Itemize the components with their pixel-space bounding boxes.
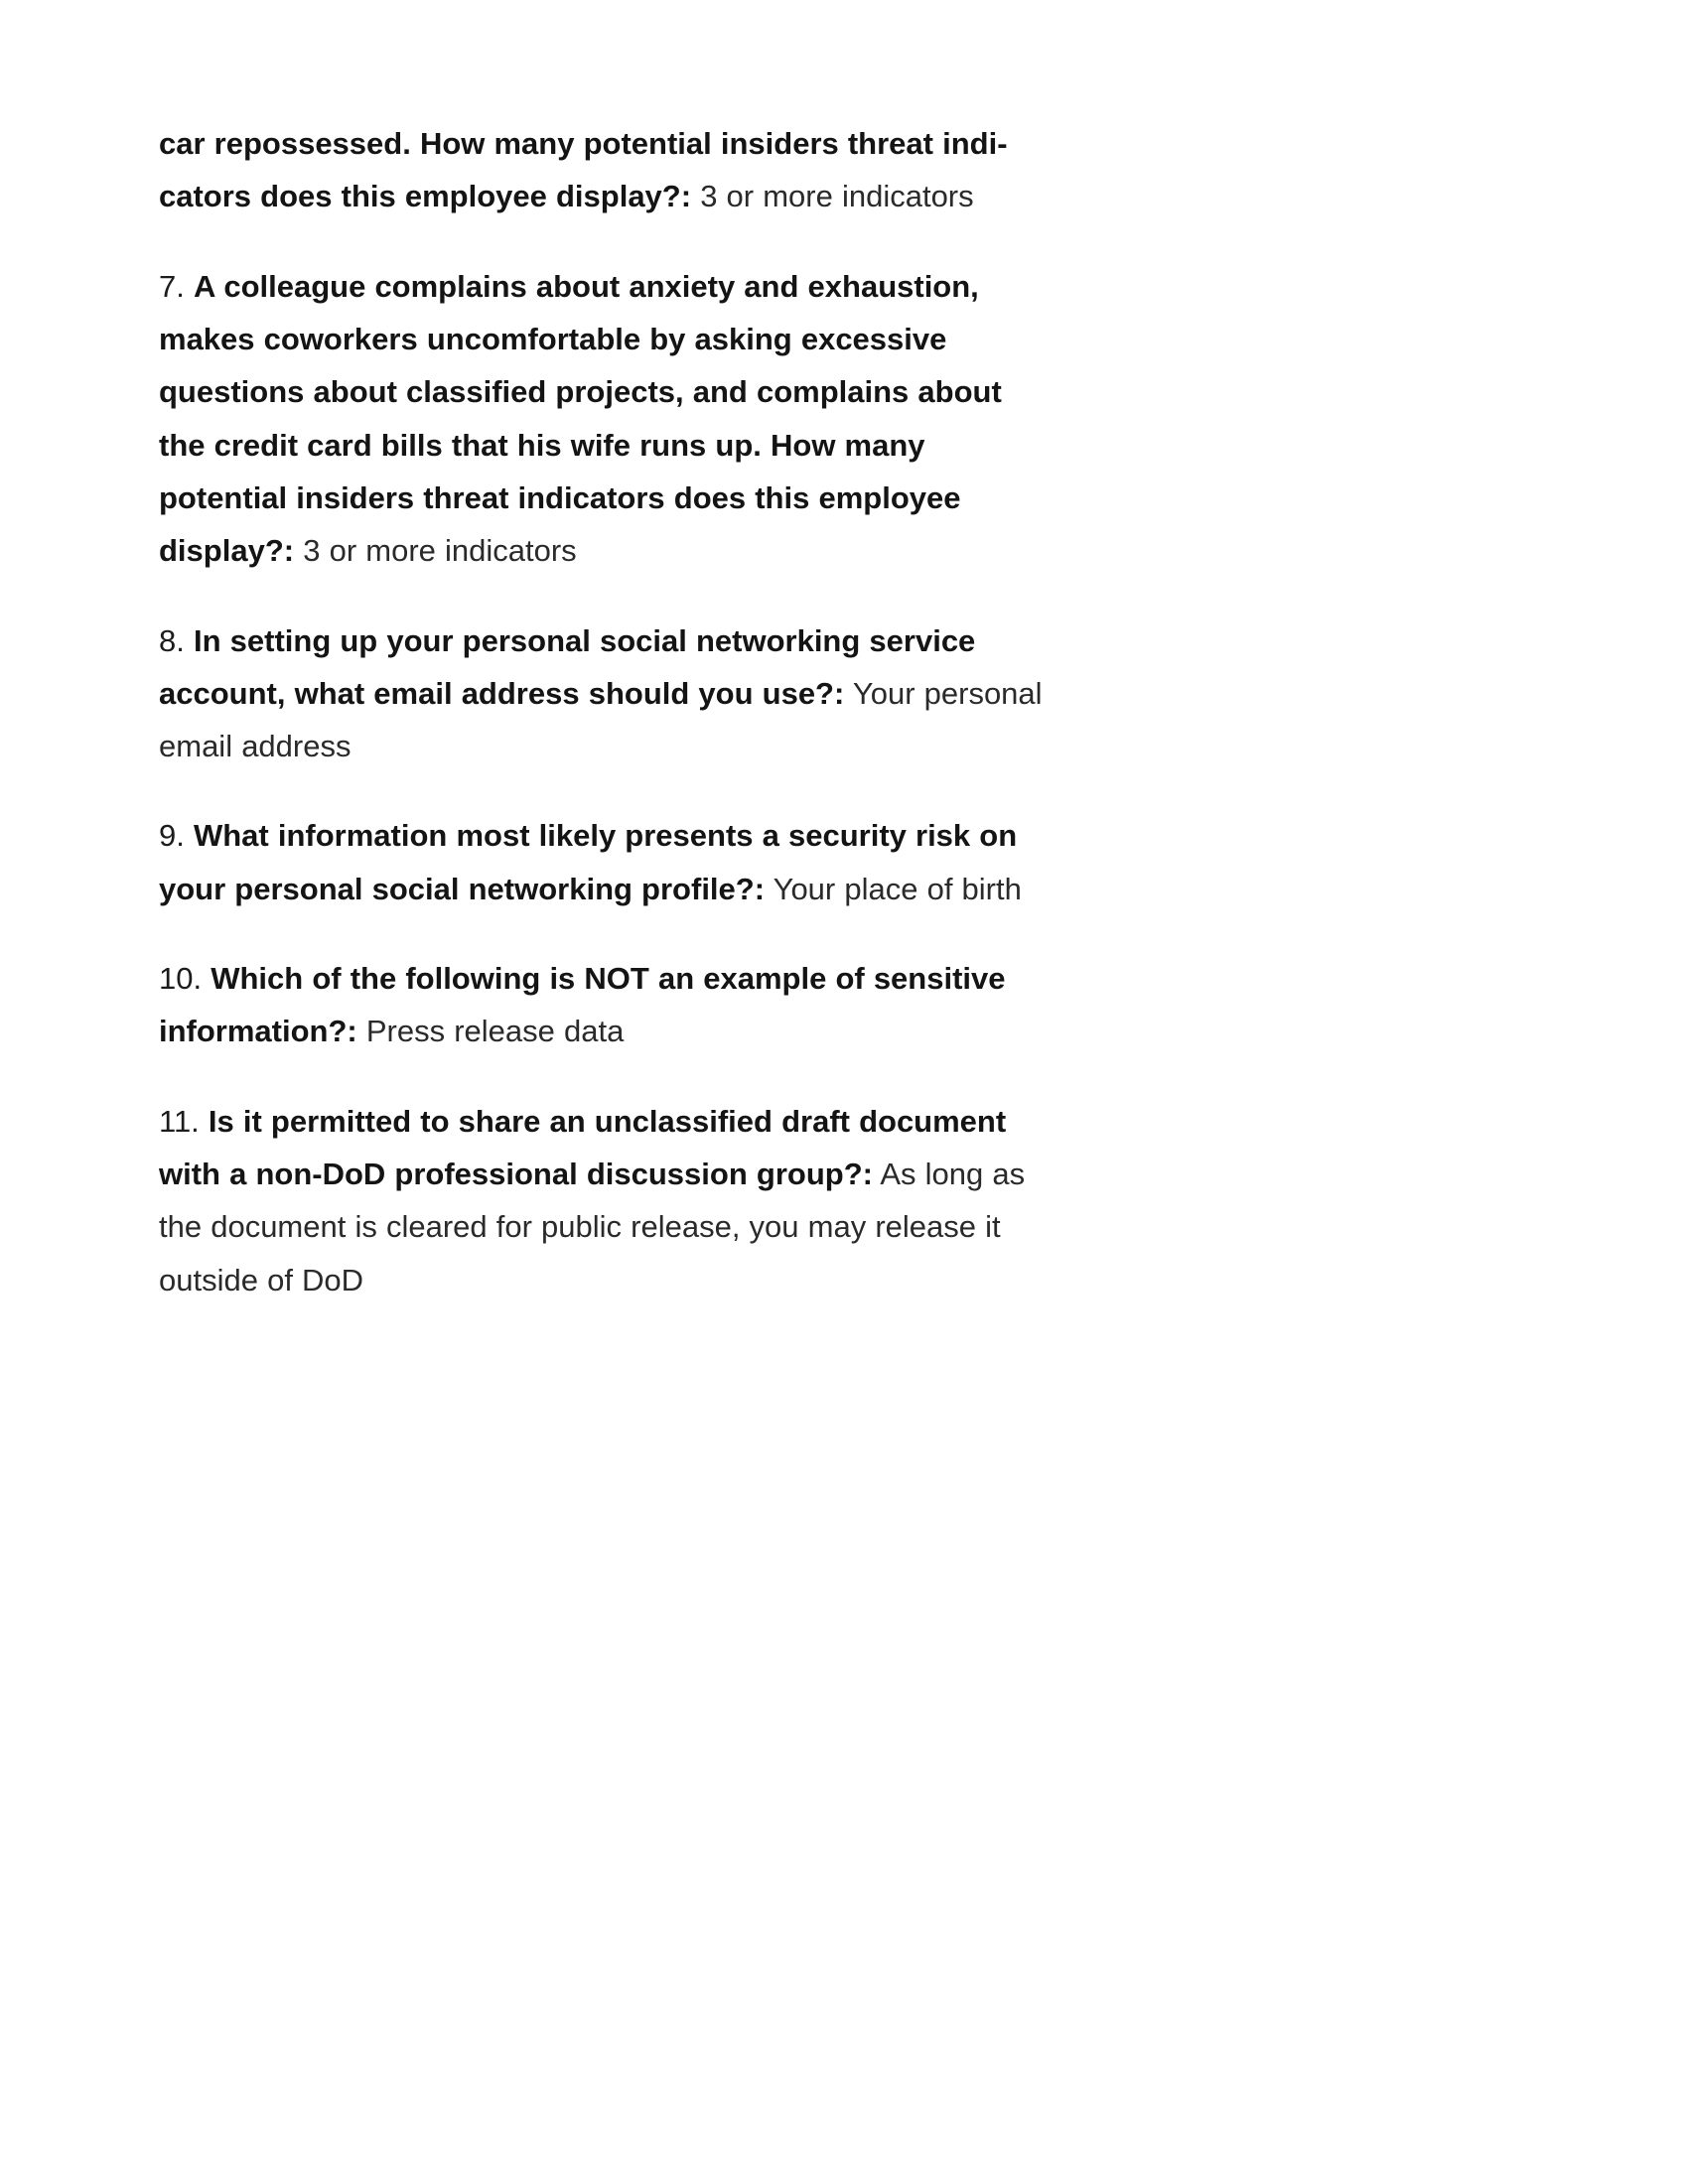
qa-item <box>159 117 1055 223</box>
question-text: Which of the following is NOT an example of sensitive information?: <box>159 961 1006 1049</box>
document-page <box>159 117 1055 1343</box>
qa-item <box>159 614 1055 773</box>
answer-text: 3 or more indicators <box>303 533 577 569</box>
qa-item <box>159 809 1055 915</box>
item-number: 7. <box>159 268 185 304</box>
qa-item <box>159 1095 1055 1306</box>
item-number: 8. <box>159 622 185 658</box>
answer-text: Your place of birth <box>773 871 1022 906</box>
item-number: 10. <box>159 961 203 997</box>
answer-text: Your personal email address <box>159 675 1043 764</box>
question-text: In setting up your personal social networking service account, what email address should you use?: <box>159 622 976 711</box>
question-text: A colleague complains about anxiety and exhaustion, makes coworkers uncomfortable by asking excessive questions about classified projects, and complains about the credit card bills that his wife runs up. How many potential insiders threat indicators does this employee display?: <box>159 268 1002 569</box>
question-text: What information most likely presents a security risk on your personal social networking profile?: <box>159 818 1018 906</box>
qa-item <box>159 952 1055 1058</box>
answer-text: 3 or more indicators <box>700 179 974 214</box>
item-number: 9. <box>159 818 185 854</box>
answer-text: As long as the document is cleared for public release, you may release it outside of DoD <box>159 1157 1026 1297</box>
qa-item <box>159 260 1055 578</box>
answer-text: Press release data <box>365 1014 625 1049</box>
question-text: Is it permitted to share an unclassified draft document with a non-DoD professional discussion group?: <box>159 1103 1007 1191</box>
question-text: car repossessed. How many potential insiders threat indicators does this employee display?: <box>159 126 1008 214</box>
item-number: 11. <box>159 1103 200 1139</box>
